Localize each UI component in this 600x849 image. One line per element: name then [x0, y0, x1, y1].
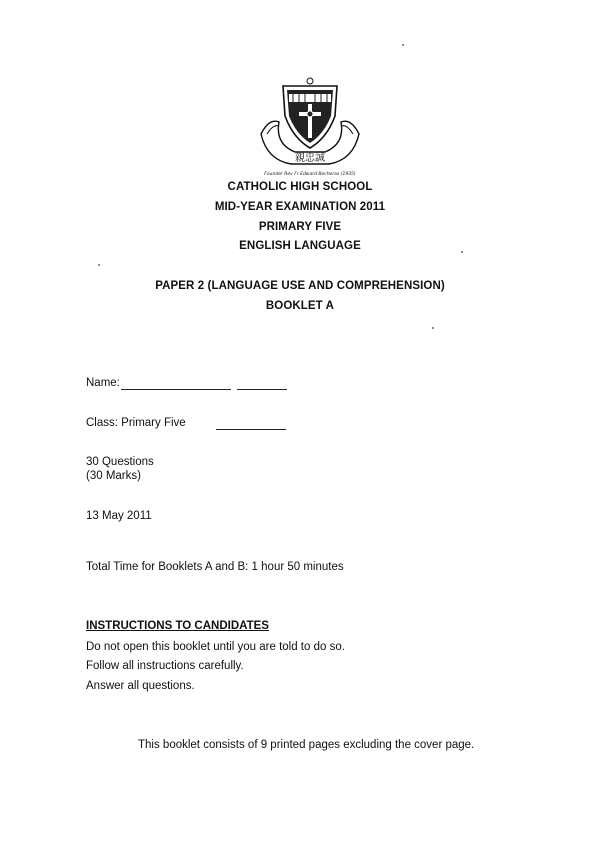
instruction-item: Follow all instructions carefully. — [86, 660, 244, 672]
instructions-title: INSTRUCTIONS TO CANDIDATES — [86, 620, 269, 632]
name-line-extension — [237, 389, 287, 390]
level-title: PRIMARY FIVE — [258, 221, 342, 233]
scan-speck — [432, 327, 434, 329]
class-label: Class: Primary Five — [86, 417, 186, 429]
school-crest-logo — [255, 72, 365, 182]
crest-founder-text: Founder Rev Fr Edward Becheras (1935) — [264, 172, 356, 177]
instruction-item: Answer all questions. — [86, 680, 195, 692]
subject-title: ENGLISH LANGUAGE — [239, 240, 361, 252]
booklet-page-note: This booklet consists of 9 printed pages excluding the cover page. — [138, 739, 475, 751]
question-count: 30 Questions — [86, 456, 154, 468]
instruction-item: Do not open this booklet until you are told to do so. — [86, 641, 345, 653]
booklet-title: BOOKLET A — [265, 300, 335, 312]
scan-speck — [461, 251, 463, 253]
total-time: Total Time for Booklets A and B: 1 hour 50 minutes — [86, 561, 344, 573]
exam-title: MID-YEAR EXAMINATION 2011 — [214, 201, 386, 213]
scan-speck — [402, 44, 404, 46]
scan-speck — [98, 264, 100, 266]
exam-date: 13 May 2011 — [86, 510, 152, 522]
class-line — [216, 429, 286, 430]
paper-title: PAPER 2 (LANGUAGE USE AND COMPREHENSION) — [155, 280, 445, 292]
school-name: CATHOLIC HIGH SCHOOL — [227, 181, 373, 193]
name-label: Name: — [86, 377, 120, 389]
mark-count: (30 Marks) — [86, 470, 141, 482]
crest-motto: 親忠誠 — [295, 153, 325, 164]
name-line — [121, 389, 231, 390]
